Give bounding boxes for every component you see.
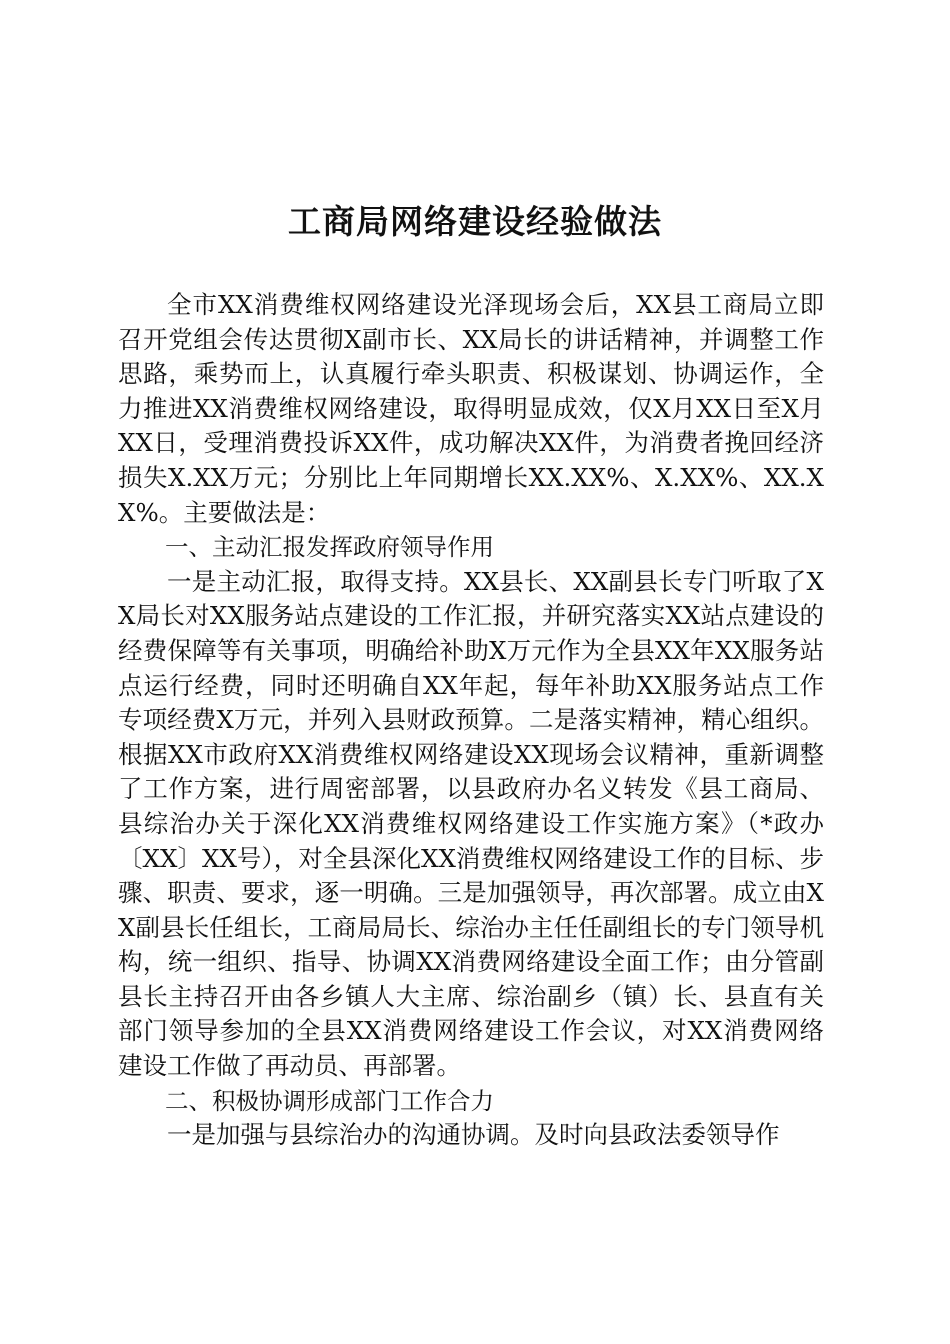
section-1-heading: 一、主动汇报发挥政府领导作用 xyxy=(165,533,494,562)
intro-paragraph: 全市XX消费维权网络建设光泽现场会后，XX县工商局立即召开党组会传达贯彻X副市长、XX局长的讲话精神，并调整工作思路，乘势而上，认真履行牵头职责、积极谋划、协调运作，全力推进XX消费维权网络建设，取得明显成效，仅X月XX日至X月XX日，受理消费投诉XX件，成功解决XX件，为消费者挽回经济损失X.XX万元；分别比上年同期增长XX.XX%、X.XX%、XX.XX%。主要做法是： xyxy=(118,290,824,527)
section-1-paragraph: 一是主动汇报，取得支持。XX县长、XX副县长专门听取了XX局长对XX服务站点建设的工作汇报，并研究落实XX站点建设的经费保障等有关事项，明确给补助X万元作为全县XX年XX服务站点运行经费，同时还明确自XX年起，每年补助XX服务站点工作专项经费X万元，并列入县财政预算。二是落实精神，精心组织。根据XX市政府XX消费维权网络建设XX现场会议精神，重新调整了工作方案，进行周密部署，以县政府办名义转发《县工商局、县综治办关于深化XX消费维权网络建设工作实施方案》（*政办〔XX〕XX号），对全县深化XX消费维权网络建设工作的目标、步骤、职责、要求，逐一明确。三是加强领导，再次部署。成立由XX副县长任组长，工商局局长、综治办主任任副组长的专门领导机构，统一组织、指导、协调XX消费网络建设全面工作；由分管副县长主持召开由各乡镇人大主席、综治副乡（镇）长、县直有关部门领导参加的全县XX消费网络建设工作会议，对XX消费网络建设工作做了再动员、再部署。 xyxy=(118,566,824,1081)
section-2-paragraph: 一是加强与县综治办的沟通协调。及时向县政法委领导作 xyxy=(167,1120,780,1150)
section-2-heading: 二、积极协调形成部门工作合力 xyxy=(165,1086,494,1115)
document-body xyxy=(118,288,824,1153)
document-title: 工商局网络建设经验做法 xyxy=(288,202,662,241)
